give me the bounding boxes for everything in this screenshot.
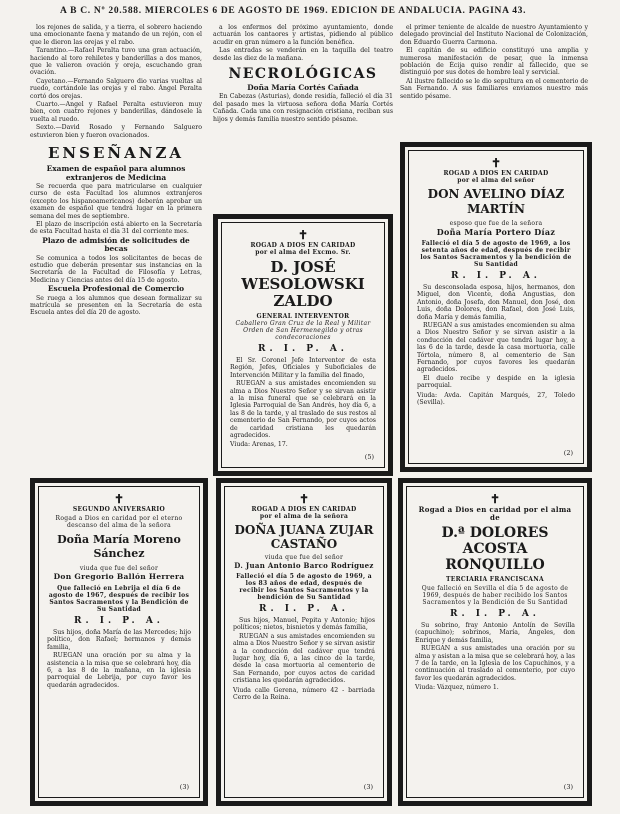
notice-line: por el alma del Excmo. Sr.: [255, 249, 351, 256]
section-title-ensenanza: ENSEÑANZA: [47, 144, 185, 163]
paragraph: Cayetano.—Fernando Salguero dio varias vueltas al ruedo, cortándole las orejas y el rabo. Ángel Peralta cortó dos orejas.: [30, 77, 202, 100]
examen-text: [30, 183, 202, 236]
cross-icon: ✝: [489, 492, 501, 506]
paragraph: Se recuerda que para matricularse en cualquier curso de esta Facultad los alumnos extranjeros (excepto los hispanoamericanos) deberán aprobar un examen de español que tendrá lugar en la primera semana del mes de septiembre.: [30, 182, 202, 220]
notice-body: Sus hijos, Manuel, Pepita y Antonio; hijos políticos; nietos, bisnietos y demás familia, RUEGAN a sus amistades encomienden su alma a Dios Nuestro Señor y se sirvan asistir a la conducción del cadáver que tendrá lugar hoy, día 6, a las cinco de la tarde, desde la casa mortuoria al cementerio de San Fernando, por cuyos actos de caridad cristiana les quedarán agradecidos.: [233, 617, 375, 685]
notice-line: Rogad a Dios en caridad por el alma de: [418, 505, 572, 522]
deceased-title: GENERAL INTERVENTOR: [256, 313, 350, 320]
paragraph: Sexto.—David Rosado y Fernando Salguero estuvieron bien y fueron ovacionados.: [30, 124, 202, 139]
deceased-name: D.ª DOLORES ACOSTA RONQUILLO: [441, 525, 549, 573]
rip-label: R. I. P. A.: [259, 604, 349, 614]
notice-body: El Sr. Coronel Jefe Interventor de esta Región, Jefes, Oficiales y Suboficiales de Intervención Militar y la familia del finado, RUEGAN a sus amistades encomienden su alma a Dios Nuestro Señor y se sirvan asistir a la misa funeral que se celebrará en la Iglesia Parroquial de San Andrés, hoy día 6, a las 8 de la tarde, y al traslado de sus restos al cementerio de San Fernando, por cuyos actos de caridad cristiana les quedarán agradecidos.: [230, 357, 376, 440]
notice-body: Su sobrino, fray Antonio Antolín de Sevilla (capuchino); sobrinos, María, Ángeles, don Enrique y demás familia, RUEGAN a sus amistades una oración por su alma y asistan a la misa que se celebrará hoy, a las 7 de la tarde, en la Iglesia de los Capuchinos, y a continuación al traslado al cementerio, por cuyo favor les quedarán agradecidos.: [415, 622, 575, 682]
column-2: [213, 24, 393, 214]
death-details: Falleció el día 5 de agosto de 1969, a los setenta años de edad, después de recibir los Santos Sacramentos y la bendición de Su Santidad: [420, 240, 572, 268]
spouse-name: D. Juan Antonio Barco Rodríguez: [234, 561, 374, 570]
cross-icon: ✝: [113, 492, 125, 506]
obituary-diaz-martin: [400, 142, 592, 472]
deceased-name: DON AVELINO DÍAZ MARTÍN: [427, 187, 565, 216]
deceased-name: Doña María Moreno Sánchez: [57, 533, 181, 560]
obituary-acosta-ronquillo: [398, 478, 592, 806]
paragraph: El plazo de inscripción está abierto en la Secretaría de esta Facultad hasta el día 31 del corriente mes.: [30, 220, 202, 236]
comercio-text: [30, 295, 202, 317]
obituary-wesolowski: [213, 214, 393, 476]
rip-label: R. I. P. A.: [451, 271, 541, 281]
rip-label: R. I. P. A.: [258, 344, 348, 354]
notice-number: (3): [363, 783, 373, 791]
deceased-title: TERCIARIA FRANCISCANA: [446, 576, 544, 583]
spouse-label: esposo que fue de la señora: [449, 220, 543, 227]
column-2-top-news: [213, 24, 393, 62]
anniversary-label: SEGUNDO ANIVERSARIO: [72, 506, 166, 513]
column-1-top-news: [30, 24, 202, 139]
notice-number: (2): [563, 449, 573, 457]
paragraph: Se ruega a los alumnos que desean formalizar su matrícula se presenten en la Secretaría de esta Escuela antes del día 20 de agosto.: [30, 294, 202, 317]
deceased-honors: Caballero Gran Cruz de la Real y Militar Orden de San Hermenegildo y otras condecoraciones: [235, 320, 371, 341]
column-3-top-news: [400, 24, 588, 100]
spouse-name: Doña María Portero Díaz: [436, 227, 556, 237]
obituary-zujar-castano: [216, 478, 392, 806]
notice-line: Rogad a Dios en caridad por el eterno descanso del alma de la señora: [55, 515, 183, 529]
paragraph: a los enfermos del próximo ayuntamiento, donde actuarán los cantaores y artistas, pidiendo al público acudir en gran número a la función benéfica.: [213, 24, 393, 46]
cross-icon: ✝: [490, 156, 502, 170]
paragraph: Las entradas se venderán en la taquilla del teatro desde las diez de la mañana.: [213, 47, 393, 62]
notice-line: ROGAD A DIOS EN CARIDAD: [251, 506, 357, 513]
rip-label: R. I. P. A.: [450, 609, 540, 619]
notice-number: (3): [563, 783, 573, 791]
notice-foot: Viuda: Arenas, 17.: [230, 441, 288, 449]
spouse-name: Don Gregorio Ballón Herrera: [53, 572, 185, 581]
notice-number: (3): [179, 783, 189, 791]
death-details: Que falleció en Lebrija el día 6 de agosto de 1967, después de recibir los Santos Sacramentos y la Bendición de Su Santidad: [48, 585, 190, 613]
notice-foot: Viuda: Avda. Capitán Marqués, 27, Toledo (Sevilla).: [417, 391, 575, 407]
paragraph: el primer teniente de alcalde de nuestro Ayuntamiento y delegado provincial del Instituto Nacional de Colonización, don Eduardo Guerra Carmona.: [400, 24, 588, 46]
notice-line: por el alma del señor: [457, 177, 535, 184]
deceased-name: D. JOSÉ WESOLOWSKI ZALDO: [241, 258, 365, 310]
page-header: A B C. Nº 20.588. MIÉRCOLES 6 DE AGOSTO DE 1969. EDICIÓN DE ANDALUCÍA. PAGINA 43.: [60, 6, 527, 16]
necro-text: En Cabezas (Asturias), donde residía, falleció el día 31 del pasado mes la virtuosa señora doña María Cortés Cañada. Cada una con resignación cristiana, reciban sus hijos y demás familia nuestro sentido pésame.: [213, 93, 393, 123]
notice-body: Su desconsolada esposa, hijos, hermanos, don Miguel, don Vicente, doña Angustias, don Antonio, doña Josefa, don Manuel, don José, don Luis, doña Dolores, don Rafael, don José Luis, doña María y demás familia, RUEGAN a sus amistades encomienden su alma a Dios Nuestro Señor y se sirvan asistir a la conducción del cadáver que tendrá lugar hoy, a las 6 de la tarde, desde la casa mortuoria, calle Tórtola, número 8, al cementerio de San Fernando, por cuyos favores les quedarán agradecidos. El duelo recibe y despide en la iglesia parroquial.: [417, 284, 575, 390]
death-details: Que falleció en Sevilla el día 5 de agosto de 1969, después de haber recibido los Santos Sacramentos y la Bendición de Su Santidad: [421, 585, 569, 606]
becas-text: [30, 255, 202, 285]
column-3: [400, 24, 588, 142]
obituary-moreno-sanchez: [30, 478, 208, 806]
death-details: Falleció el día 5 de agosto de 1969, a los 83 años de edad, después de recibir los Santos Sacramentos y la bendición de Su Santidad: [236, 573, 372, 601]
rip-label: R. I. P. A.: [74, 616, 164, 626]
cross-icon: ✝: [297, 228, 309, 242]
paragraph: los rejones de salida, y a tierra, el sobrero haciendo una emocionante faena y matando de un rejón, con el que le dieron las orejas y el rabo.: [30, 24, 202, 46]
column-1: [30, 24, 202, 474]
notice-line: por el alma de la señora: [259, 513, 349, 520]
subheading-examen: Examen de español para alumnos extranjeros de Medicina: [46, 164, 186, 182]
notice-number: (5): [364, 453, 374, 461]
notice-foot: Viuda: Vázquez, número 1.: [415, 684, 499, 692]
paragraph: El capitán de su edificio constituyó una amplia y numerosa manifestación de pesar, que la inmensa población de Écija quiso rendir al fallecido, que se distinguió por sus dotes de hombre leal y servicial.: [400, 47, 588, 77]
notice-line: ROGAD A DIOS EN CARIDAD: [443, 170, 549, 177]
paragraph: Se comunica a todos los solicitantes de becas de estudio que deberán presentar sus instancias en la Secretaría de la Facultad de Filosofía y Letras, Medicina y Ciencias antes del día 15 de agosto.: [30, 254, 202, 284]
section-title-necrologicas: NECROLÓGICAS: [228, 66, 378, 83]
notice-body: Sus hijos, doña María de las Mercedes; hijo político, don Rafael; hermanos y demás familia, RUEGAN una oración por su alma y la asistencia a la misa que se celebrará hoy, día 6, a las 8 de la mañana, en la iglesia parroquial de Lebrija, por cuyo favor les quedarán agradecidos.: [47, 629, 191, 689]
subheading-comercio: Escuela Profesional de Comercio: [47, 284, 185, 294]
paragraph: Tarantino.—Rafael Peralta tuvo una gran actuación, haciendo al toro rehiletes y banderillas a dos manos, que le valieron ovación y oreja, escuchando gran ovación.: [30, 47, 202, 77]
notice-line: ROGAD A DIOS EN CARIDAD: [250, 242, 356, 249]
notice-foot: Viuda calle Gerena, número 42 - barriada Cerro de la Reina.: [233, 686, 375, 702]
spouse-label: viuda que fue del señor: [264, 554, 344, 561]
subheading-becas: Plazo de admisión de solicitudes de becas: [42, 235, 190, 254]
cross-icon: ✝: [298, 492, 310, 506]
deceased-name: DOÑA JUANA ZUJAR CASTAÑO: [234, 523, 374, 551]
necro-subheading: Doña María Cortés Cañada: [247, 83, 359, 93]
spouse-label: viuda que fue del señor: [79, 565, 159, 572]
paragraph: Cuarto.—Angel y Rafael Peralta estuvieron muy bien, con cuatro rejones y banderillas, dándosele la vuelta al ruedo.: [30, 101, 202, 123]
paragraph: Al ilustre fallecido se le dio sepultura en el cementerio de San Fernando. A sus familiares enviamos nuestro más sentido pésame.: [400, 77, 588, 100]
